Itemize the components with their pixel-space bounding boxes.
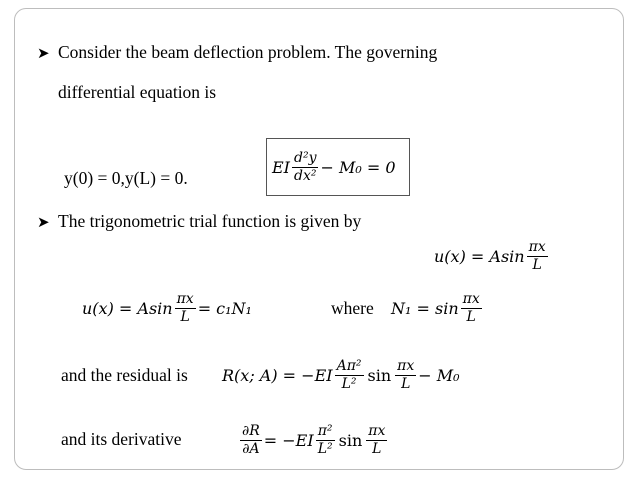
trial-eq-right-numerator: πx	[528, 238, 546, 255]
trial-eq-left-numerator: πx	[176, 290, 194, 307]
derivative-label: and its derivative	[61, 429, 182, 449]
governing-eq-rest: − M₀ = 0	[320, 157, 396, 177]
n1-eq-denominator: L	[466, 308, 476, 325]
residual-eq-rest: − M₀	[418, 365, 460, 385]
derivative-eq-mid: = −EI	[263, 430, 314, 450]
governing-eq-numerator: d²y	[294, 149, 317, 166]
residual-eq-denominator-1: L²	[341, 375, 357, 392]
residual-label: and the residual is	[61, 365, 188, 385]
trial-eq-left-fraction	[175, 291, 196, 326]
trial-function-line: The trigonometric trial function is given by	[58, 211, 362, 231]
derivative-equation	[238, 414, 389, 466]
residual-eq-numerator-1: Aπ²	[336, 357, 362, 374]
n1-eq-numerator: πx	[462, 290, 480, 307]
derivative-eq-sin: sin	[338, 430, 363, 450]
trial-eq-right-lhs: u(x) = Asin	[434, 246, 525, 266]
boundary-conditions: y(0) = 0,y(L) = 0.	[64, 168, 188, 188]
governing-eq-fraction	[292, 150, 318, 185]
residual-eq-denominator-2: L	[401, 375, 411, 392]
n1-eq-fraction	[461, 291, 482, 326]
n1-eq-lhs: N₁ = sin	[391, 298, 459, 318]
derivative-eq-fraction-2	[316, 423, 335, 458]
trial-eq-left-denominator: L	[180, 308, 190, 325]
governing-eq-denominator: dx²	[294, 167, 317, 184]
derivative-eq-denominator-2: L²	[317, 440, 333, 457]
trial-eq-left-lhs: u(x) = Asin	[82, 298, 173, 318]
residual-eq-fraction-1	[335, 358, 364, 393]
residual-eq-numerator-2: πx	[397, 357, 415, 374]
derivative-eq-numerator-2: π²	[317, 422, 333, 439]
governing-eq-lead: EI	[272, 157, 290, 177]
n1-equation	[391, 282, 484, 334]
trial-eq-right-denominator: L	[532, 256, 542, 273]
residual-eq-sin: sin	[367, 365, 392, 385]
derivative-eq-fraction-3	[366, 423, 387, 458]
bullet-arrow-icon: ➤	[37, 215, 50, 231]
trial-eq-right-fraction	[527, 239, 548, 274]
intro-line-1: Consider the beam deflection problem. The governing	[58, 42, 438, 62]
where-label: where	[331, 298, 374, 318]
derivative-eq-fraction-1	[240, 423, 262, 458]
trial-equation-right	[434, 230, 550, 282]
governing-equation	[272, 141, 396, 193]
residual-eq-fraction-2	[395, 358, 416, 393]
intro-line-2: differential equation is	[58, 82, 217, 102]
derivative-eq-numerator-1: ∂R	[242, 422, 260, 439]
residual-equation	[222, 349, 460, 401]
residual-eq-lhs: R(x; A) = −EI	[222, 365, 333, 385]
derivative-eq-denominator-3: L	[372, 440, 382, 457]
derivative-eq-numerator-3: πx	[368, 422, 386, 439]
trial-equation-left	[82, 282, 252, 334]
trial-eq-left-rhs: = c₁N₁	[197, 298, 252, 318]
bullet-arrow-icon: ➤	[37, 46, 50, 62]
derivative-eq-denominator-1: ∂A	[242, 440, 260, 457]
